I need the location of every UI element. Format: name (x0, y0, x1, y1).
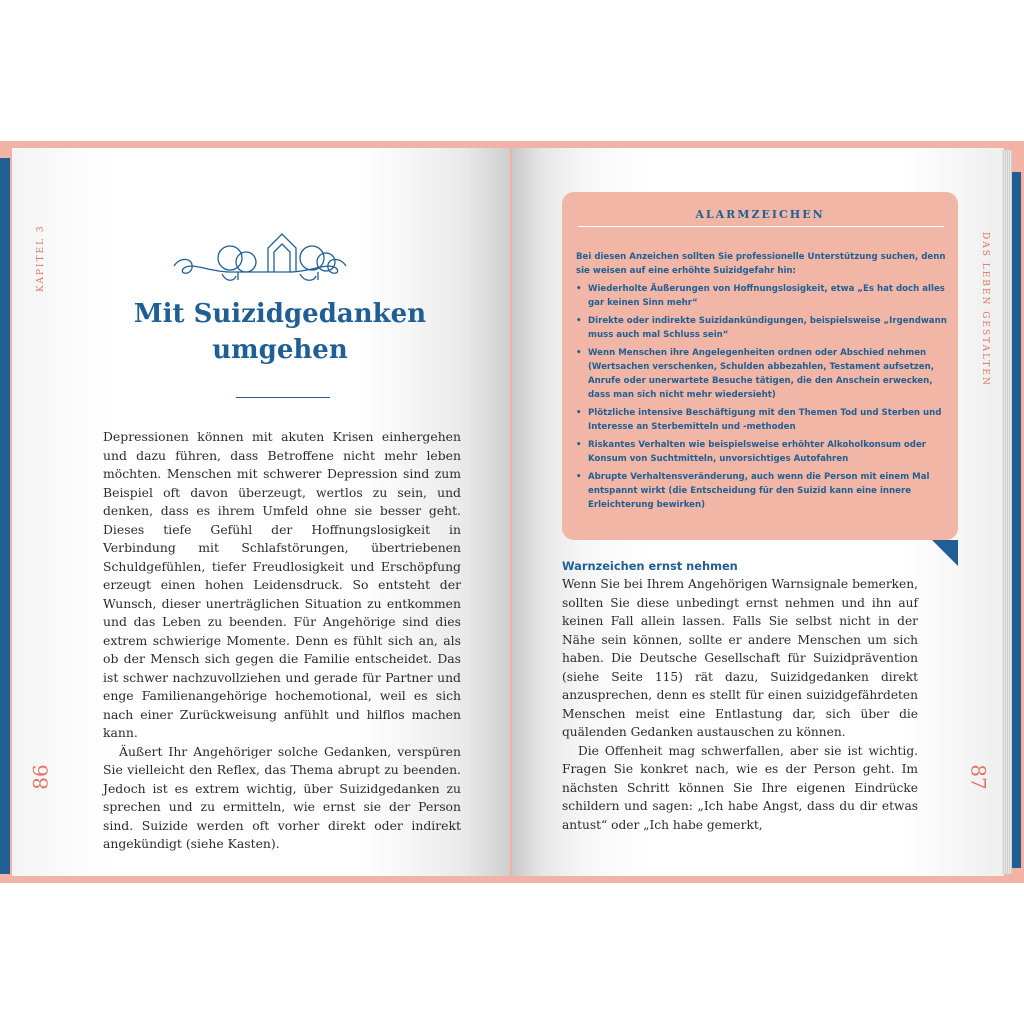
right-paragraph-2: Die Offenheit mag schwerfallen, aber sie ist wichtig. Fragen Sie konkret nach, wie es der Person geht. Im nächsten Schritt können Sie Ihre eigenen Eindrücke schildern und sagen: „Ich habe Angst, dass du dir etwas antust“ oder „Ich habe gemerkt, (562, 743, 918, 832)
section-subheading: Warnzeichen ernst nehmen (562, 559, 738, 573)
right-paragraph-1: Wenn Sie bei Ihrem Angehörigen Warnsignale bemerken, sollten Sie diese unbedingt ernst nehmen und ihn auf keinen Fall allein lassen. Falls Sie selbst nicht in der Nähe sein können, sollte er andere Menschen um sich haben. Die Deutsche Gesellschaft für Suizidprävention (siehe Seite 115) rät dazu, Suizidgedanken direkt anzusprechen, denn es stellt für einen suizidgefährdeten Menschen meist eine Entlastung dar, sich über die quälenden Gedanken austauschen zu können. (562, 577, 918, 739)
page-number-right: 87 (966, 764, 991, 790)
left-paragraph-2: Äußert Ihr Angehöriger solche Gedanken, verspüren Sie vielleicht den Reflex, das Thema abrupt zu beenden. Jedoch ist es extrem wichtig, über Suizidgedanken zu sprechen und zu ermitteln, wie ernst sie der Person sind. Suizide werden oft vorher direkt oder indirekt angekündigt (siehe Kasten). (103, 743, 461, 851)
alarm-signs-box (562, 192, 958, 540)
page-edge (1002, 150, 1012, 874)
chapter-title (120, 296, 440, 368)
list-item: • Riskantes Verhalten wie beispielsweise erhöhter Alkoholkonsum oder Konsum von Suchtmitteln, unvorsichtiges Autofahren (576, 438, 948, 466)
box-list (576, 282, 948, 516)
left-paragraph-1: Depressionen können mit akuten Krisen einhergehen und dazu führen, dass Betroffene nicht mehr leben möchten. Menschen mit schwerer Depression sind zum Beispiel oft davon überzeugt, wertlos zu sein, und denken, dass es ihrem Umfeld ohne sie besser geht. Dieses tiefe Gefühl der Hoffnungslosigkeit in Verbindung mit Schlafstörungen, übertriebenen Schuldgefühlen, tiefer Freudlosigkeit und Erschöpfung erzeugt einen hohen Leidensdruck. So entsteht der Wunsch, dieser unerträglichen Situation zu entkommen und das Leben zu beenden. Für Angehörige sind dies extrem schwierige Momente. Denn es fühlt sich an, als ob der Mensch sich gegen die Familie entscheidet. Das ist schwer nachzuvollziehen und gerade für Partner und enge Familienangehörige hochemotional, weil es sich nach einer Zurückweisung anfühlt und hilflos machen kann. (103, 429, 461, 740)
list-item: • Wenn Menschen ihre Angelegenheiten ordnen oder Abschied nehmen (Wertsachen verschenken, Schulden abbezahlen, Testament aufsetzen, Anrufe oder unerwartete Besuche tätigen, die den Anschein erwecken, dass man sich nicht mehr wiedersieht) (576, 346, 948, 402)
box-corner-tab (932, 540, 958, 566)
house-tree-ornament-icon (170, 228, 350, 288)
cover-spine-left (0, 158, 10, 874)
box-title: ALARMZEICHEN (695, 208, 825, 221)
list-item: • Direkte oder indirekte Suizidankündigungen, beispielsweise „Irgendwann muss auch mal Schluss sein“ (576, 314, 948, 342)
running-head-left: KAPITEL 3 (36, 224, 46, 292)
left-body-text (103, 428, 461, 854)
title-divider (236, 397, 330, 398)
box-divider (578, 226, 944, 227)
list-item: • Plötzliche intensive Beschäftigung mit den Themen Tod und Sterben und Interesse an Sterbemitteln und -methoden (576, 406, 948, 434)
cover-spine-right (1012, 172, 1021, 868)
page-number-left: 86 (28, 764, 53, 790)
title-line-1: Mit Suizidgedanken (133, 299, 427, 329)
list-item: • Wiederholte Äußerungen von Hoffnungslosigkeit, etwa „Es hat doch alles gar keinen Sinn mehr“ (576, 282, 948, 310)
list-item: • Abrupte Verhaltensveränderung, auch wenn die Person mit einem Mal entspannt wirkt (die Entscheidung für den Suizid kann eine innere Erleichterung bewirken) (576, 470, 948, 512)
box-intro: Bei diesen Anzeichen sollten Sie professionelle Unterstützung suchen, denn sie weisen auf eine erhöhte Suizidgefahr hin: (576, 252, 946, 276)
right-body-text (562, 575, 918, 834)
title-line-2: umgehen (212, 335, 348, 365)
running-head-right: DAS LEBEN GESTALTEN (980, 232, 990, 387)
